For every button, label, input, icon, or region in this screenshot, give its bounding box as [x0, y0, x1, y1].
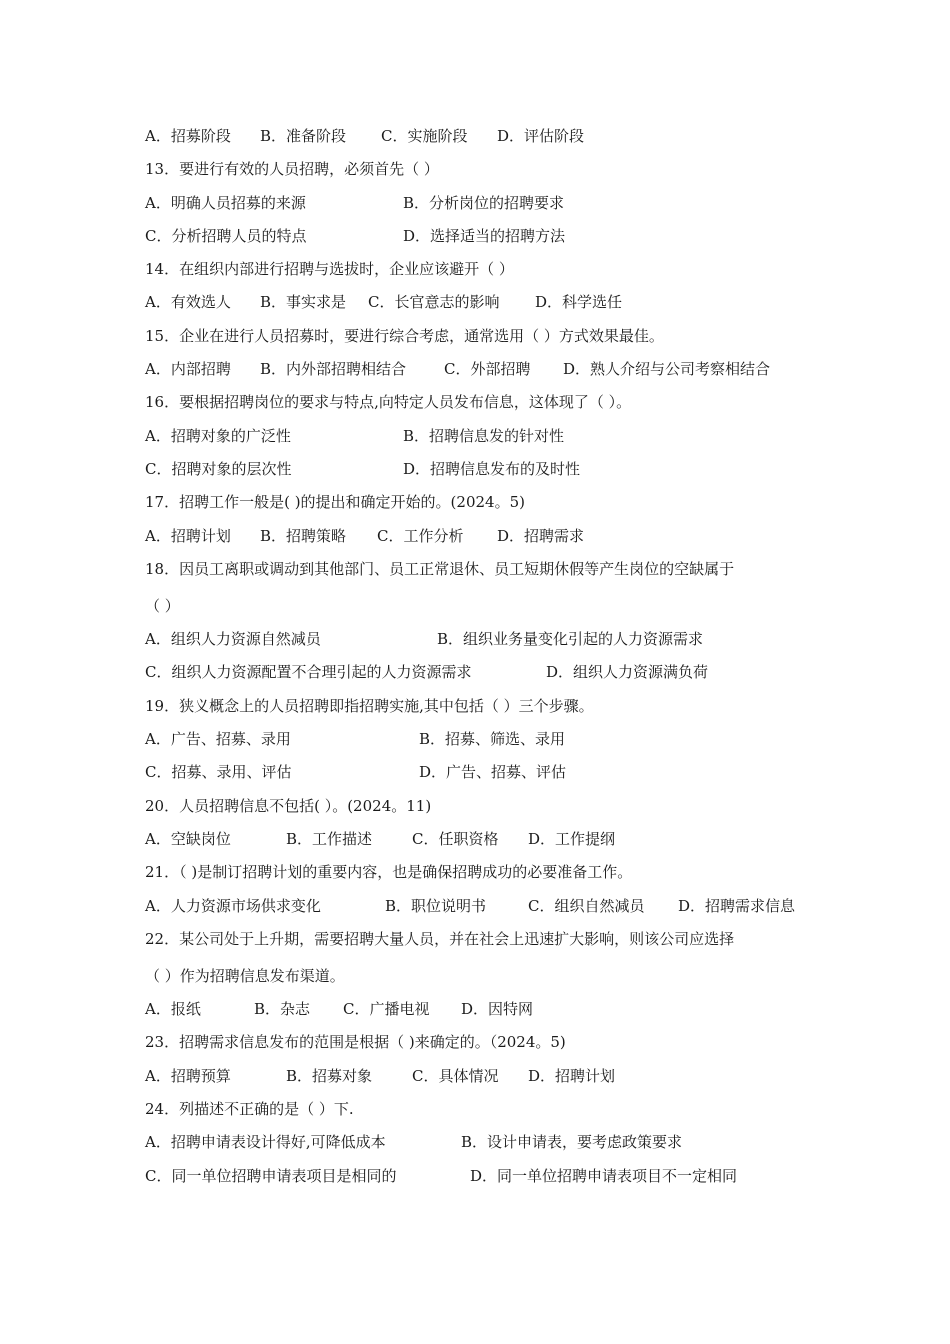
option-c: C．长官意志的影响 [368, 293, 500, 311]
option-b: B．招聘策略 [260, 527, 347, 545]
option-d: D．组织人力资源满负荷 [546, 663, 709, 681]
option-c: C．组织人力资源配置不合理引起的人力资源需求 [145, 663, 472, 681]
option-c: C．任职资格 [412, 830, 499, 848]
option-c: C．外部招聘 [444, 360, 531, 378]
option-a: A．报纸 [145, 1000, 201, 1018]
question-15-stem: 15．企业在进行人员招募时，要进行综合考虑，通常选用（ ）方式效果最佳。 [145, 327, 664, 345]
option-a: A．有效选人 [145, 293, 231, 311]
option-d: D．广告、招募、评估 [419, 763, 567, 781]
question-24-stem: 24．列描述不正确的是（ ）下. [145, 1100, 354, 1118]
option-a: A．空缺岗位 [145, 830, 231, 848]
option-a: A．招聘对象的广泛性 [145, 427, 291, 445]
option-c: C．招聘对象的层次性 [145, 460, 292, 478]
option-b: B．准备阶段 [260, 127, 347, 145]
option-d: D．招聘需求信息 [678, 897, 796, 915]
question-16-stem: 16．要根据招聘岗位的要求与特点,向特定人员发布信息，这体现了（ ）。 [145, 393, 632, 411]
option-d: D．招聘计划 [528, 1067, 616, 1085]
option-a: A．招聘申请表设计得好,可降低成本 [145, 1133, 386, 1151]
option-b: B．事实求是 [260, 293, 347, 311]
option-b: B．分析岗位的招聘要求 [403, 194, 565, 212]
question-23-stem: 23．招聘需求信息发布的范围是根据（ )来确定的。（2024。5) [145, 1033, 566, 1051]
question-14-stem: 14．在组织内部进行招聘与选拔时，企业应该避开（ ） [145, 260, 514, 278]
option-b: B．工作描述 [286, 830, 373, 848]
question-17-stem: 17．招聘工作一般是( )的提出和确定开始的。(2024。5) [145, 493, 525, 511]
option-b: B．招募、筛选、录用 [419, 730, 566, 748]
option-c: C．同一单位招聘申请表项目是相同的 [145, 1167, 397, 1185]
option-d: D．招聘信息发布的及时性 [403, 460, 581, 478]
option-b: B．内外部招聘相结合 [260, 360, 407, 378]
question-18-stem: 18．因员工离职或调动到其他部门、员工正常退休、员工短期休假等产生岗位的空缺属于 [145, 560, 735, 578]
option-c: C．分析招聘人员的特点 [145, 227, 307, 245]
question-21-stem: 21．（ )是制订招聘计划的重要内容，也是确保招聘成功的必要准备工作。 [145, 863, 633, 881]
option-a: A．招募阶段 [145, 127, 231, 145]
option-c: C．工作分析 [377, 527, 464, 545]
option-a: A．招聘预算 [145, 1067, 231, 1085]
option-d: D．科学选任 [535, 293, 623, 311]
option-d: D．工作提纲 [528, 830, 616, 848]
option-a: A．内部招聘 [145, 360, 231, 378]
option-b: B．招募对象 [286, 1067, 373, 1085]
option-d: D．熟人介绍与公司考察相结合 [563, 360, 771, 378]
option-a: A．人力资源市场供求变化 [145, 897, 321, 915]
option-b: B．杂志 [254, 1000, 311, 1018]
option-d: D．招聘需求 [497, 527, 585, 545]
option-d: D．评估阶段 [497, 127, 585, 145]
question-22-stem-continued: （ ）作为招聘信息发布渠道。 [145, 967, 345, 985]
option-b: B．组织业务量变化引起的人力资源需求 [437, 630, 704, 648]
option-a: A．广告、招募、录用 [145, 730, 291, 748]
question-22-stem: 22．某公司处于上升期，需要招聘大量人员，并在社会上迅速扩大影响，则该公司应选择 [145, 930, 735, 948]
option-c: C．具体情况 [412, 1067, 499, 1085]
option-b: B．招聘信息发的针对性 [403, 427, 565, 445]
question-18-stem-continued: （ ） [145, 597, 180, 615]
option-c: C．实施阶段 [381, 127, 468, 145]
question-19-stem: 19．狭义概念上的人员招聘即指招聘实施,其中包括（ ）三个步骤。 [145, 697, 594, 715]
question-13-stem: 13．要进行有效的人员招聘，必须首先（ ） [145, 160, 439, 178]
option-a: A．组织人力资源自然减员 [145, 630, 321, 648]
option-c: C．广播电视 [343, 1000, 430, 1018]
option-c: C．招募、录用、评估 [145, 763, 292, 781]
option-b: B．职位说明书 [385, 897, 487, 915]
option-d: D．因特网 [461, 1000, 534, 1018]
option-a: A．招聘计划 [145, 527, 231, 545]
question-20-stem: 20．人员招聘信息不包括( ）。(2024。11) [145, 797, 432, 815]
option-d: D．选择适当的招聘方法 [403, 227, 566, 245]
option-a: A．明确人员招募的来源 [145, 194, 306, 212]
option-b: B．设计申请表，要考虑政策要求 [461, 1133, 683, 1151]
option-d: D．同一单位招聘申请表项目不一定相同 [470, 1167, 738, 1185]
option-c: C．组织自然减员 [528, 897, 645, 915]
